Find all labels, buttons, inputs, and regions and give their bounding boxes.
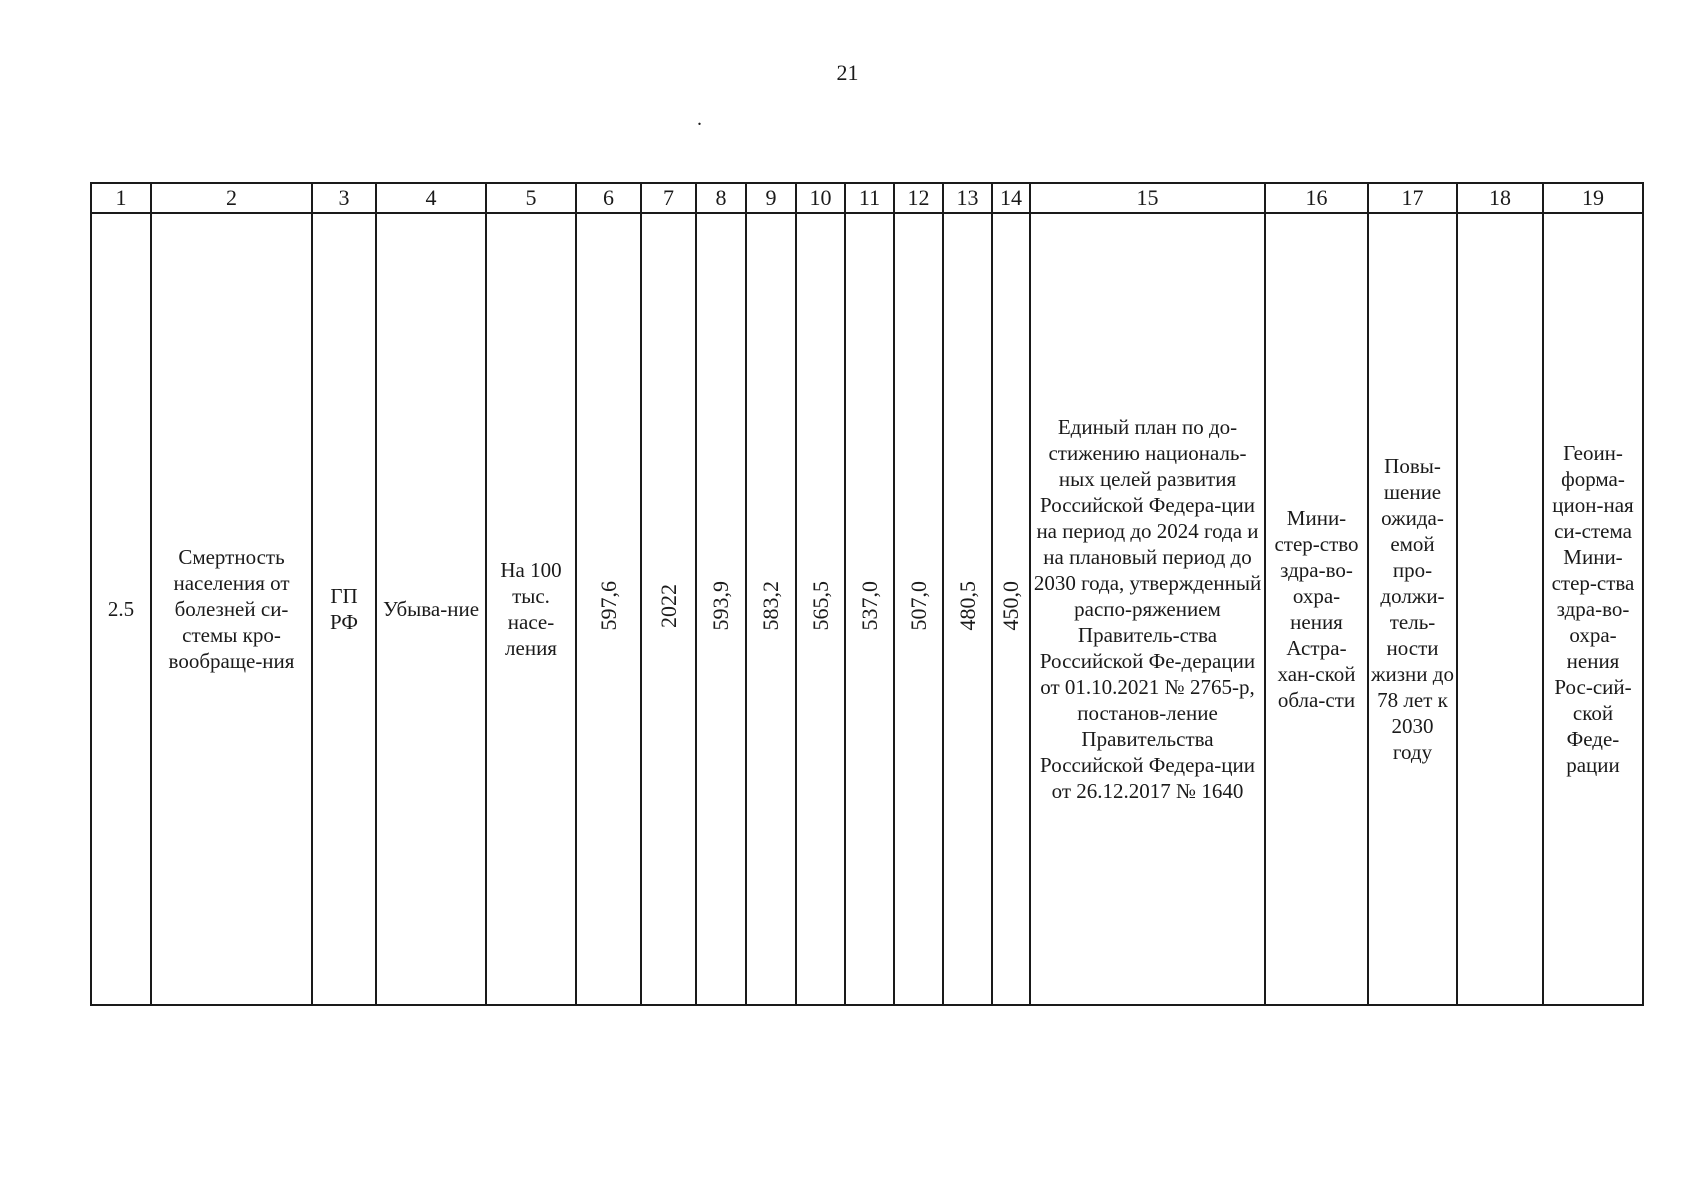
info-system: Геоин-форма-цион-ная си-стема Мини-стер-ства здра-во-охра-нения Рос-сий-ской Феде-рации: [1543, 213, 1643, 1005]
year-value-cell: [992, 213, 1030, 1005]
header-cell: 10: [796, 183, 845, 213]
indicator-level: ГП РФ: [312, 213, 376, 1005]
header-cell: 18: [1457, 183, 1543, 213]
header-cell: 19: [1543, 183, 1643, 213]
year-value-cell: [845, 213, 894, 1005]
stray-mark: .: [697, 108, 702, 130]
header-cell: 4: [376, 183, 486, 213]
header-cell: 8: [696, 183, 746, 213]
year-value: 593,9: [708, 581, 734, 631]
header-cell: 3: [312, 183, 376, 213]
indicator-table: [90, 182, 1644, 1006]
header-cell: 17: [1368, 183, 1457, 213]
header-cell: 1: [91, 183, 151, 213]
linked-goal: Повы-шение ожида-емой про-должи-тель-ности жизни до 78 лет к 2030 году: [1368, 213, 1457, 1005]
header-row: [91, 183, 1643, 213]
indicator-name: Смертность населения от болезней си-стемы кро-вообраще-ния: [151, 213, 312, 1005]
year-value-cell: [796, 213, 845, 1005]
header-cell: 12: [894, 183, 943, 213]
header-cell: 6: [576, 183, 641, 213]
header-cell: 11: [845, 183, 894, 213]
header-cell: 15: [1030, 183, 1265, 213]
unit-of-measure: На 100 тыс. насе-ления: [486, 213, 576, 1005]
year-value: 450,0: [998, 581, 1024, 631]
base-value-cell: [576, 213, 641, 1005]
row-number: 2.5: [91, 213, 151, 1005]
header-cell: 16: [1265, 183, 1368, 213]
source-document: Единый план по до-стижению националь-ных целей развития Российской Федера-ции на период до 2024 года и на плановый период до 2030 года, утвержденный распо-ряжением Правитель-ства Российской Фе-дерации от 01.10.2021 № 2765-р, постанов-ление Правительства Российской Федера-ции от 26.12.2017 № 1640: [1030, 213, 1265, 1005]
empty-cell: [1457, 213, 1543, 1005]
year-value: 537,0: [856, 581, 882, 631]
header-cell: 13: [943, 183, 992, 213]
header-cell: 5: [486, 183, 576, 213]
year-value-cell: [746, 213, 796, 1005]
year-value: 583,2: [758, 581, 784, 631]
year-value-cell: [894, 213, 943, 1005]
header-cell: 7: [641, 183, 696, 213]
year-value-cell: [943, 213, 992, 1005]
indicator-trend: Убыва-ние: [376, 213, 486, 1005]
year-value: 507,0: [905, 581, 931, 631]
header-cell: 9: [746, 183, 796, 213]
responsible-body: Мини-стер-ство здра-во-охра-нения Астра-хан-ской обла-сти: [1265, 213, 1368, 1005]
base-year: 2022: [655, 583, 681, 628]
table-row: [91, 213, 1643, 1005]
year-value: 565,5: [807, 581, 833, 631]
year-value-cell: [696, 213, 746, 1005]
page-number: 21: [836, 60, 859, 85]
header-cell: 2: [151, 183, 312, 213]
base-year-cell: [641, 213, 696, 1005]
header-cell: 14: [992, 183, 1030, 213]
year-value: 480,5: [954, 581, 980, 631]
base-value: 597,6: [595, 581, 621, 631]
